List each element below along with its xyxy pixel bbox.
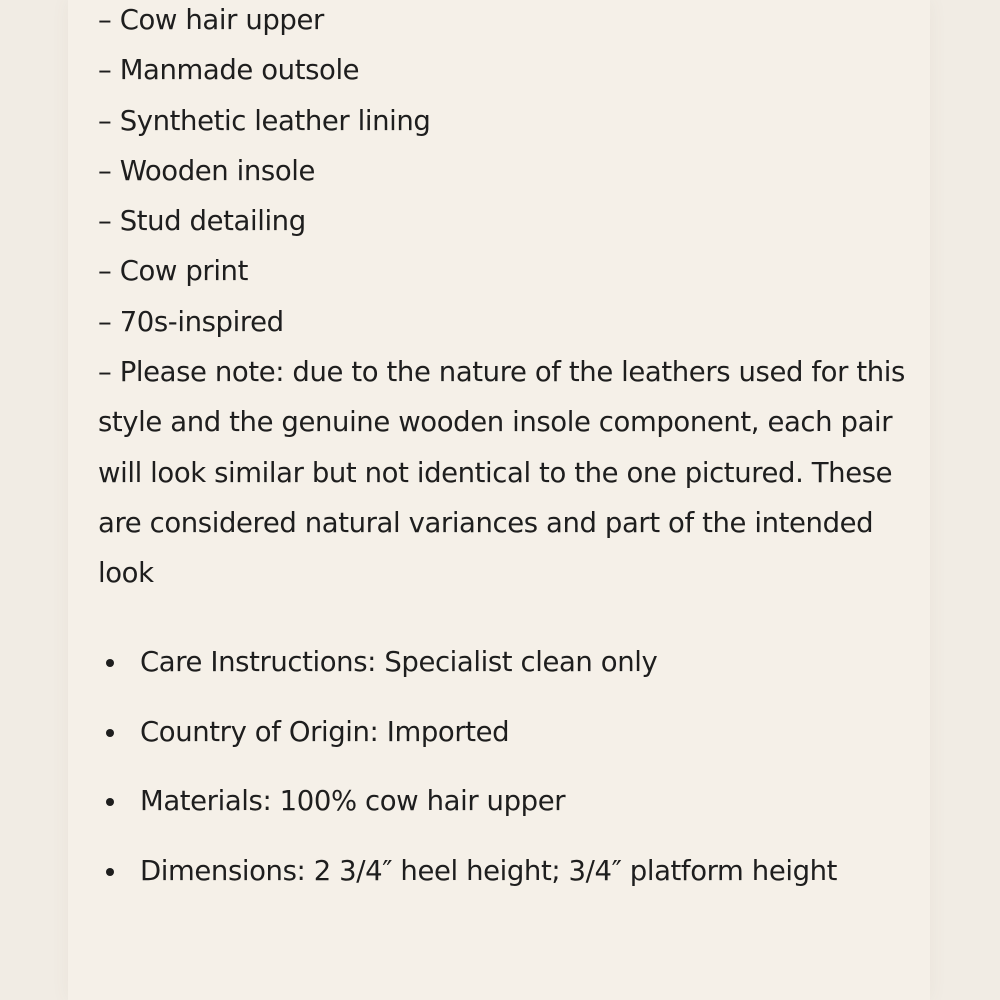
spec-item-dimensions xyxy=(98,849,837,919)
feature-line: – 70s-inspired xyxy=(98,305,284,338)
spec-text: Materials: 100% cow hair upper xyxy=(140,785,566,817)
bullet-icon xyxy=(106,729,114,737)
bullet-icon xyxy=(106,868,114,876)
spec-text: Country of Origin: Imported xyxy=(140,715,510,748)
spec-text: Dimensions: 2 3/4″ heel height; 3/4″ platform height xyxy=(140,854,838,887)
product-description xyxy=(98,0,910,887)
feature-line: – Wooden insole xyxy=(98,154,316,187)
feature-line: – Synthetic leather lining xyxy=(98,104,431,137)
spec-text: Care Instructions: Specialist clean only xyxy=(140,646,658,678)
bullet-icon xyxy=(106,659,114,667)
spec-item-origin xyxy=(98,710,837,780)
feature-line: – Cow print xyxy=(98,255,248,288)
feature-line: – Manmade outsole xyxy=(98,54,360,87)
spec-item-care xyxy=(98,640,837,710)
feature-line: – Stud detailing xyxy=(98,205,306,238)
feature-line: – Cow hair upper xyxy=(98,4,324,36)
spec-list xyxy=(98,640,837,918)
bullet-icon xyxy=(106,798,114,806)
care-note: – Please note: due to the nature of the leathers used for this style and the genuine wooden insole component, each pair will look similar but not identical to the one pictured. These are considered natural variances and part of the intended look xyxy=(98,356,905,590)
spec-item-materials xyxy=(98,779,837,849)
